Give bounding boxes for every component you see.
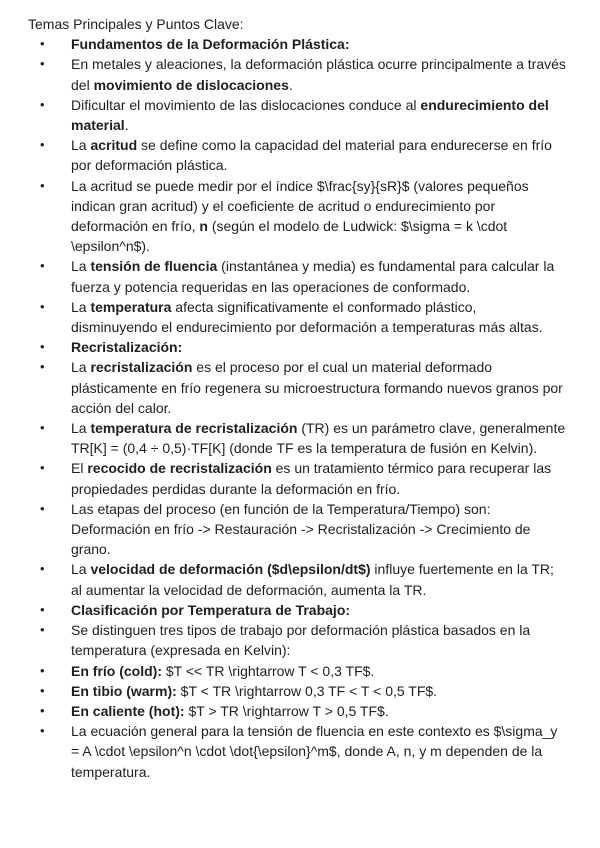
- list-item: [28, 418, 566, 458]
- bullet-icon: •: [40, 36, 45, 52]
- bold-text: temperatura de recristalización: [90, 420, 298, 437]
- list-item: [28, 337, 566, 357]
- bullet-icon: •: [40, 682, 45, 698]
- bullet-icon: •: [40, 137, 45, 153]
- text: En metales y aleaciones, la deformación plástica ocurre principalmente a través del: [71, 56, 566, 93]
- text: influye fuertemente en la TR; al aumentar la velocidad de deformación, aumenta la TR.: [71, 561, 554, 598]
- list-item: [28, 620, 566, 660]
- text: se define como la capacidad del material para endurecerse en frío por deformación plástica.: [71, 137, 552, 174]
- bold-text: tensión de fluencia: [90, 258, 218, 275]
- text: afecta significativamente el conformado plástico, disminuyendo el endurecimiento por deformación a temperaturas más altas.: [71, 298, 543, 336]
- bold-text: temperatura: [90, 298, 172, 315]
- text: La: [71, 137, 91, 154]
- text: La acritud se puede medir por el índice $\frac{sy}{sR}$ (valores pequeños indican gran acritud) y el coeficiente de acritud o endurecimiento por deformación en frío,: [71, 177, 529, 235]
- list-item: [28, 661, 566, 681]
- text: La: [71, 420, 91, 437]
- bullet-icon: •: [40, 702, 45, 718]
- text: .: [124, 117, 129, 134]
- text: La: [71, 298, 91, 315]
- text: (instantánea y media) es fundamental para calcular la fuerza y potencia requeridas en las operaciones de conformado.: [71, 258, 555, 295]
- list-item: [28, 54, 566, 94]
- list-item: [28, 34, 566, 54]
- bold-text: velocidad de deformación ($d\epsilon/dt$): [90, 561, 371, 578]
- bullet-icon: •: [40, 601, 45, 617]
- bullet-icon: •: [40, 96, 45, 112]
- bold-text: En tibio (warm):: [71, 682, 177, 699]
- bold-text: recocido de recristalización: [87, 460, 272, 477]
- bold-text: Fundamentos de la Deformación Plástica:: [71, 36, 350, 53]
- list-item: [28, 721, 566, 782]
- text: es el proceso por el cual un material deformado plásticamente en frío regenera su microestructura formando nuevos granos por acción del calor.: [71, 359, 563, 416]
- bold-text: n: [199, 218, 208, 235]
- bold-text: movimiento de dislocaciones: [93, 76, 289, 93]
- bullet-icon: •: [40, 56, 45, 72]
- bold-text: Clasificación por Temperatura de Trabajo:: [71, 601, 351, 618]
- bullet-list: [28, 34, 566, 782]
- list-item: [28, 701, 566, 721]
- bold-text: En frío (cold):: [71, 662, 162, 679]
- list-item: [28, 297, 566, 337]
- text: $T < TR \rightarrow 0,3 TF < T < 0,5 TF$.: [176, 682, 438, 699]
- bullet-icon: •: [40, 339, 45, 355]
- bold-text: recristalización: [90, 359, 193, 376]
- list-item: [28, 499, 566, 560]
- bullet-icon: •: [40, 622, 45, 638]
- bold-text: Recristalización:: [71, 339, 183, 356]
- bullet-icon: •: [40, 359, 45, 375]
- list-item: [28, 95, 566, 135]
- text: Dificultar el movimiento de las dislocaciones conduce al: [71, 96, 421, 113]
- bullet-icon: •: [40, 258, 45, 274]
- bullet-icon: •: [40, 723, 45, 739]
- list-item: [28, 559, 566, 599]
- list-item: [28, 135, 566, 175]
- text: El: [71, 460, 88, 477]
- bullet-icon: •: [40, 298, 45, 314]
- text: La: [71, 561, 91, 578]
- bullet-icon: •: [40, 460, 45, 476]
- section-heading: Temas Principales y Puntos Clave:: [28, 16, 244, 32]
- bold-text: acritud: [90, 137, 138, 154]
- bullet-icon: •: [40, 561, 45, 577]
- bold-text: En caliente (hot):: [71, 702, 185, 719]
- bold-text: endurecimiento del material: [71, 96, 549, 134]
- bullet-icon: •: [40, 500, 45, 516]
- text: .: [288, 76, 293, 93]
- text: La ecuación general para la tensión de fluencia en este contexto es $\sigma_y = A \cdot \epsilon^n \cdot \dot{\epsilon}^m$, donde A, n, y m dependen de la temperatura.: [71, 723, 558, 780]
- text: Se distinguen tres tipos de trabajo por deformación plástica basados en la temperatura (expresada en Kelvin):: [71, 622, 531, 659]
- text: Las etapas del proceso (en función de la Temperatura/Tiempo) son: Deformación en frío -> Restauración -> Recristalización -> Crecimiento de grano.: [71, 500, 531, 558]
- text: (TR) es un parámetro clave, generalmente TR[K] = (0,4 ÷ 0,5)·TF[K] (donde TF es la temperatura de fusión en Kelvin).: [71, 420, 566, 457]
- text: $T > TR \rightarrow T > 0,5 TF$.: [184, 702, 389, 719]
- list-item: [28, 256, 566, 296]
- list-item: [28, 458, 566, 498]
- bullet-icon: •: [40, 662, 45, 678]
- bullet-icon: •: [40, 420, 45, 436]
- text: es un tratamiento térmico para recuperar las propiedades perdidas durante la deformación en frío.: [71, 460, 552, 497]
- text: (según el modelo de Ludwick: $\sigma = k \cdot \epsilon^n$).: [71, 218, 508, 255]
- text: La: [71, 258, 91, 275]
- list-item: [28, 176, 566, 257]
- bullet-icon: •: [40, 177, 45, 193]
- text: $T << TR \rightarrow T < 0,3 TF$.: [162, 662, 375, 679]
- list-item: [28, 600, 566, 620]
- text: La: [71, 359, 91, 376]
- list-item: [28, 681, 566, 701]
- list-item: [28, 357, 566, 418]
